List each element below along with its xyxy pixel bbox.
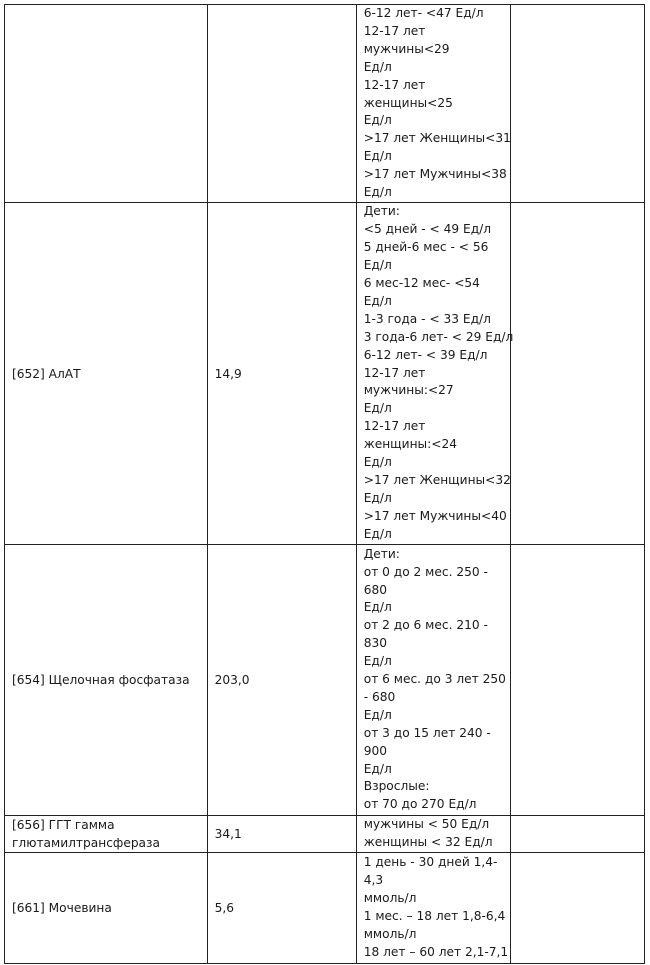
table-row xyxy=(5,203,645,545)
reference-line: 1-3 года - < 33 Ед/л xyxy=(363,311,491,326)
reference-line: >17 лет Мужчины<40 xyxy=(363,508,507,523)
lab-results-table xyxy=(4,4,645,964)
reference-line: Дети: xyxy=(363,204,400,219)
notes-cell xyxy=(510,853,644,964)
table-row xyxy=(5,545,645,816)
result-value-cell: 34,1 xyxy=(207,816,356,853)
reference-line: 4,3 xyxy=(363,873,384,888)
reference-line: - 680 xyxy=(363,689,396,704)
reference-line: женщины:<24 xyxy=(363,437,457,452)
reference-line: 1 мес. – 18 лет 1,8-6,4 xyxy=(363,909,506,923)
reference-line: ммоль/л xyxy=(363,891,417,906)
reference-line: Ед/л xyxy=(363,59,392,74)
reference-line: <5 дней - < 49 Ед/л xyxy=(363,222,492,237)
reference-line: мужчины<29 xyxy=(363,41,450,56)
reference-line: Ед/л xyxy=(363,526,392,541)
reference-line: >17 лет Мужчины<38 xyxy=(363,167,507,182)
result-value-cell: 5,6 xyxy=(207,853,356,964)
reference-line: 1 день - 30 дней 1,4- xyxy=(363,855,498,870)
reference-line: Ед/л xyxy=(363,490,392,505)
reference-line: Ед/л xyxy=(363,258,392,273)
reference-line: мужчины:<27 xyxy=(363,383,454,398)
reference-line: 6-12 лет- <47 Ед/л xyxy=(363,6,484,21)
reference-line: Ед/л xyxy=(363,455,392,470)
reference-line: от 3 до 15 лет 240 - xyxy=(363,725,491,740)
reference-line: 680 xyxy=(363,582,387,597)
reference-line: от 6 мес. до 3 лет 250 xyxy=(363,672,506,687)
test-name-line: [656] ГГТ гамма xyxy=(12,818,115,832)
reference-range-cell xyxy=(356,545,510,816)
reference-line: 12-17 лет xyxy=(363,365,426,380)
reference-range-cell xyxy=(356,5,510,203)
test-name-cell: [654] Щелочная фосфатаза xyxy=(5,545,208,816)
reference-line: 12-17 лет xyxy=(363,419,426,434)
reference-line: >17 лет Женщины<32 xyxy=(363,472,511,487)
table-row xyxy=(5,5,645,203)
reference-range-cell xyxy=(356,816,510,853)
reference-line: >17 лет Женщины<31 xyxy=(363,131,511,146)
reference-line: Ед/л xyxy=(363,149,392,164)
notes-cell xyxy=(510,203,644,545)
reference-line: женщины<25 xyxy=(363,95,453,110)
reference-line: Ед/л xyxy=(363,600,392,615)
result-value-cell: 14,9 xyxy=(207,203,356,545)
notes-cell xyxy=(510,816,644,853)
result-value-cell: 203,0 xyxy=(207,545,356,816)
reference-line: от 70 до 270 Ед/л xyxy=(363,797,477,812)
reference-range-cell xyxy=(356,203,514,545)
reference-line: 6 мес-12 мес- <54 xyxy=(363,276,480,291)
reference-line: Ед/л xyxy=(363,185,392,200)
test-name-cell: [652] АлАТ xyxy=(5,203,208,545)
notes-cell xyxy=(510,5,644,203)
reference-line: Ед/л xyxy=(363,707,392,722)
notes-cell xyxy=(510,545,644,816)
reference-line: 900 xyxy=(363,743,387,758)
reference-line: ммоль/л xyxy=(363,926,417,941)
reference-line: от 2 до 6 мес. 210 - xyxy=(363,618,488,633)
reference-line: Ед/л xyxy=(363,654,392,669)
reference-line: 5 дней-6 мес - < 56 xyxy=(363,240,489,255)
test-name-cell: [661] Мочевина xyxy=(5,853,208,964)
reference-line: Взрослые: xyxy=(363,779,430,794)
table-row xyxy=(5,853,645,964)
reference-line: 3 года-6 лет- < 29 Ед/л xyxy=(363,329,514,344)
reference-line: Ед/л xyxy=(363,401,392,416)
reference-line: Ед/л xyxy=(363,293,392,308)
reference-line: Ед/л xyxy=(363,113,392,128)
result-value-cell xyxy=(207,5,356,203)
table-row xyxy=(5,816,645,853)
test-name-cell xyxy=(5,816,208,853)
reference-line: 12-17 лет xyxy=(363,23,426,38)
test-name-line: глютамилтрансфераза xyxy=(12,836,160,850)
test-name-cell xyxy=(5,5,208,203)
reference-line: 830 xyxy=(363,636,387,651)
reference-line: от 0 до 2 мес. 250 - xyxy=(363,564,488,579)
reference-line: Дети: xyxy=(363,546,400,561)
reference-line: мужчины < 50 Ед/л xyxy=(363,817,490,832)
reference-line: 6-12 лет- < 39 Ед/л xyxy=(363,347,488,362)
reference-line: 12-17 лет xyxy=(363,77,426,92)
reference-line: 18 лет – 60 лет 2,1-7,1 xyxy=(363,944,509,959)
reference-range-cell xyxy=(356,853,510,964)
reference-line: Ед/л xyxy=(363,761,392,776)
reference-line: женщины < 32 Ед/л xyxy=(363,835,493,849)
